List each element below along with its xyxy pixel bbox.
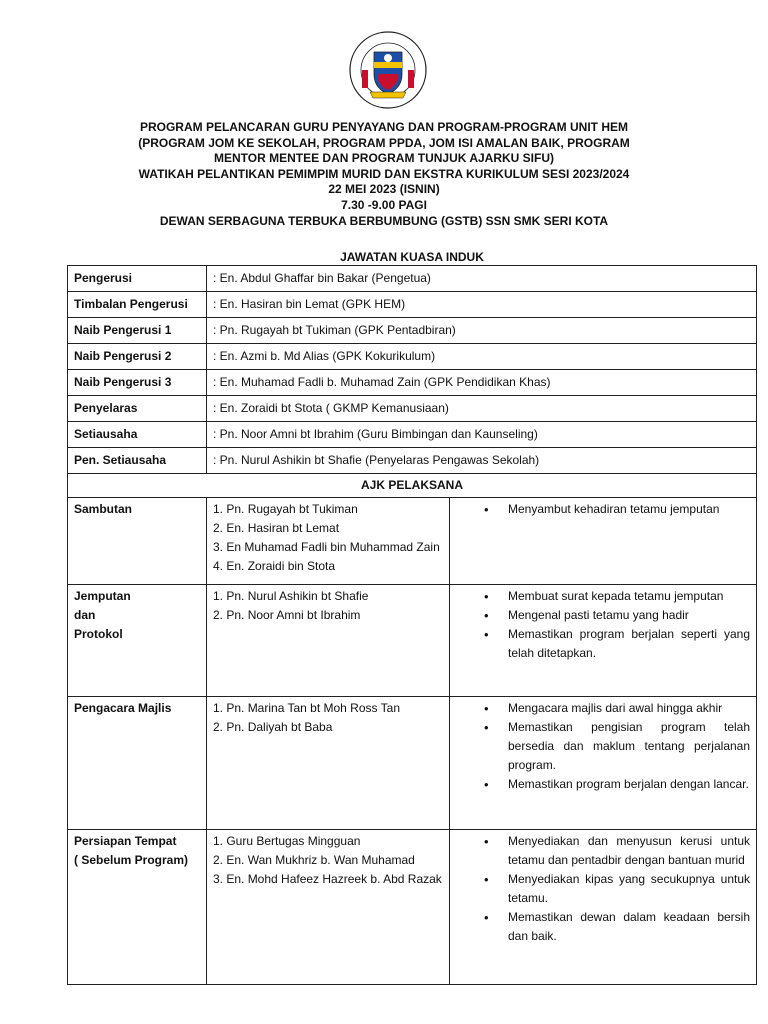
list-item: 3. En. Mohd Hafeez Hazreek b. Abd Razak (213, 872, 442, 886)
role-cell: Naib Pengerusi 2 (68, 344, 207, 370)
header-line: 22 MEI 2023 (ISNIN) (328, 182, 440, 197)
header-line: (PROGRAM JOM KE SEKOLAH, PROGRAM PPDA, JOM ISI AMALAN BAIK, PROGRAM (138, 135, 630, 150)
role-line: Protokol (74, 627, 123, 641)
table-row (68, 474, 757, 498)
role-line: dan (74, 608, 96, 622)
tasks-cell (450, 585, 757, 697)
names-cell (207, 585, 450, 697)
list-item: • Memastikan pengisian program telah bersedia dan maklum tentang perjalanan program. (508, 718, 750, 775)
table-row (68, 266, 757, 292)
role-line: Sambutan (74, 502, 133, 516)
table-row (68, 422, 757, 448)
table-row (68, 498, 757, 585)
header-line: WATIKAH PELANTIKAN PEMIMPIM MURID DAN EKSTRA KURIKULUM SESI 2023/2024 (138, 166, 630, 181)
role-cell (68, 830, 207, 985)
role-cell: Setiausaha (68, 422, 207, 448)
person-cell: : Pn. Rugayah bt Tukiman (GPK Pentadbiran) (207, 318, 757, 344)
person-cell: : En. Azmi b. Md Alias (GPK Kokurikulum) (207, 344, 757, 370)
table-row (68, 318, 757, 344)
table-row (68, 448, 757, 474)
role-cell (68, 697, 207, 830)
names-cell (207, 830, 450, 985)
list-item: 2. Pn. Noor Amni bt Ibrahim (213, 608, 361, 622)
list-item: 1. Pn. Nurul Ashikin bt Shafie (213, 589, 369, 603)
person-cell: : En. Abdul Ghaffar bin Bakar (Pengetua) (207, 266, 757, 292)
list-item: 1. Guru Bertugas Mingguan (213, 834, 361, 848)
role-cell (68, 498, 207, 585)
person-cell: : En. Muhamad Fadli b. Muhamad Zain (GPK Pendidikan Khas) (207, 370, 757, 396)
role-line: Pengacara Majlis (74, 701, 172, 715)
names-cell (207, 697, 450, 830)
role-line: ( Sebelum Program) (74, 853, 189, 867)
person-cell: : Pn. Noor Amni bt Ibrahim (Guru Bimbingan dan Kaunseling) (207, 422, 757, 448)
list-item: • Menyediakan kipas yang secukupnya untuk tetamu. (508, 870, 750, 908)
list-item: 3. En Muhamad Fadli bin Muhammad Zain (213, 540, 440, 554)
names-cell (207, 498, 450, 585)
role-line: Persiapan Tempat (74, 834, 177, 848)
role-cell (68, 585, 207, 697)
tasks-cell (450, 498, 757, 585)
list-item: 1. Pn. Marina Tan bt Moh Ross Tan (213, 701, 400, 715)
role-cell: Pengerusi (68, 266, 207, 292)
table-row (68, 830, 757, 985)
list-item: • Memastikan program berjalan seperti yang telah ditetapkan. (508, 625, 750, 663)
list-item: • Menyediakan dan menyusun kerusi untuk tetamu dan pentadbir dengan bantuan murid (508, 832, 750, 870)
list-item: 1. Pn. Rugayah bt Tukiman (213, 502, 358, 516)
person-cell: : En. Hasiran bin Lemat (GPK HEM) (207, 292, 757, 318)
header-line: DEWAN SERBAGUNA TERBUKA BERBUMBUNG (GSTB) SSN SMK SERI KOTA (159, 213, 609, 228)
list-item: • Memastikan dewan dalam keadaan bersih dan baik. (508, 908, 750, 946)
role-cell: Naib Pengerusi 3 (68, 370, 207, 396)
list-item: 2. Pn. Daliyah bt Baba (213, 720, 333, 734)
school-logo (348, 30, 428, 110)
header-line: 7.30 -9.00 PAGI (341, 197, 427, 212)
tasks-cell (450, 830, 757, 985)
role-cell: Timbalan Pengerusi (68, 292, 207, 318)
section-title-kuasa-induk: JAWATAN KUASA INDUK (340, 250, 484, 264)
committee-table (67, 265, 757, 985)
list-item: • Memastikan program berjalan dengan lancar. (508, 775, 750, 794)
header-line: MENTOR MENTEE DAN PROGRAM TUNJUK AJARKU SIFU) (213, 151, 554, 166)
document-header (60, 120, 708, 229)
list-item: • Membuat surat kepada tetamu jemputan (508, 587, 750, 606)
list-item: • Mengacara majlis dari awal hingga akhir (508, 699, 750, 718)
table-row (68, 697, 757, 830)
list-item: 4. En. Zoraidi bin Stota (213, 559, 336, 573)
table-row (68, 585, 757, 697)
tasks-cell (450, 697, 757, 830)
role-cell: Naib Pengerusi 1 (68, 318, 207, 344)
list-item: • Mengenal pasti tetamu yang hadir (508, 606, 750, 625)
person-cell: : En. Zoraidi bt Stota ( GKMP Kemanusiaan) (207, 396, 757, 422)
role-line: Jemputan (74, 589, 131, 603)
list-item: 2. En. Hasiran bt Lemat (213, 521, 340, 535)
table-row (68, 344, 757, 370)
list-item: • Menyambut kehadiran tetamu jemputan (508, 500, 750, 519)
person-cell: : Pn. Nurul Ashikin bt Shafie (Penyelaras Pengawas Sekolah) (207, 448, 757, 474)
header-line: PROGRAM PELANCARAN GURU PENYAYANG DAN PROGRAM-PROGRAM UNIT HEM (139, 120, 629, 134)
role-cell: Penyelaras (68, 396, 207, 422)
table-row (68, 370, 757, 396)
role-cell: Pen. Setiausaha (68, 448, 207, 474)
section-title-ajk: AJK PELAKSANA (68, 474, 757, 498)
table-row (68, 396, 757, 422)
table-row (68, 292, 757, 318)
list-item: 2. En. Wan Mukhriz b. Wan Muhamad (213, 853, 415, 867)
